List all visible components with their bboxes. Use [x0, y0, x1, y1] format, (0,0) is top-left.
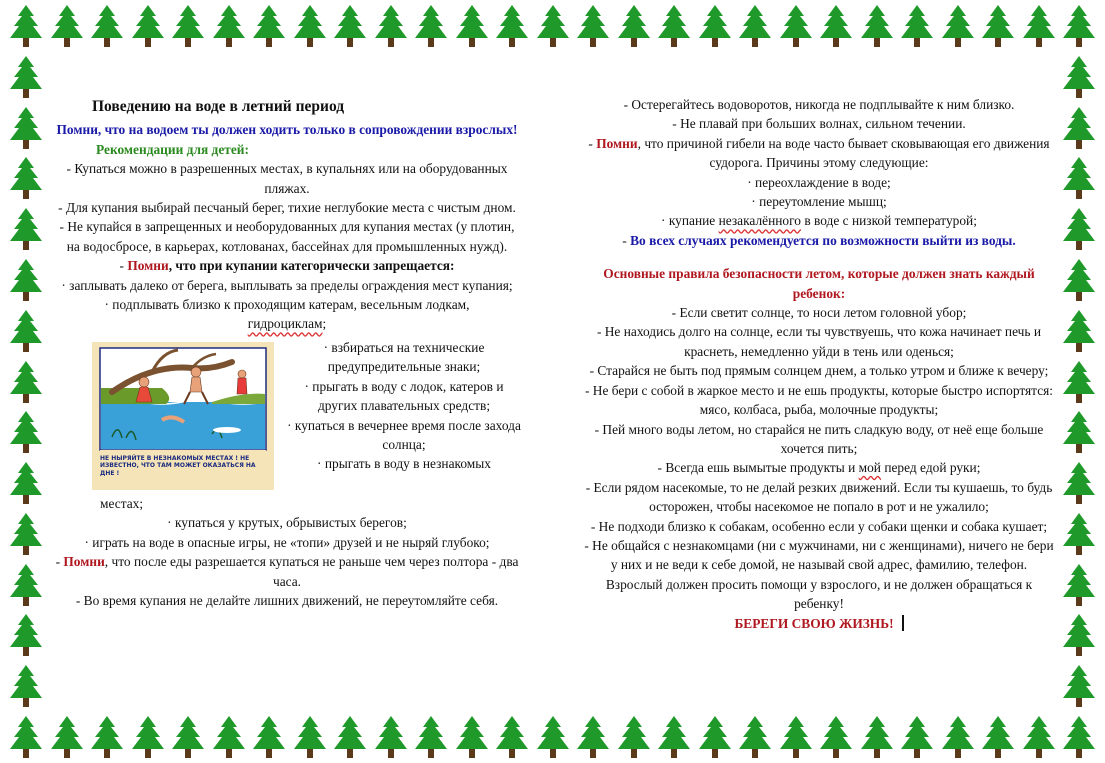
- summer-rule-4: - Не бери с собой в жаркое место и не ешь продукты, которые быстро испортятся: мясо, колбаса, рыба, молочные продукты;: [584, 382, 1054, 418]
- forbidden-item-5: · купаться в вечернее время после захода солнца;: [287, 417, 521, 452]
- forbidden-item-4: · прыгать в воду с лодок, катеров и других плавательных средств;: [304, 378, 504, 414]
- after-meal-dash: -: [55, 554, 64, 570]
- tree-border-icon: [452, 4, 492, 48]
- tree-border-icon: [249, 715, 289, 759]
- forbidden-item-2-end: ;: [322, 316, 327, 332]
- text-cursor: [902, 615, 904, 631]
- summer-rule-6: [584, 458, 1054, 477]
- forbidden-heading-dash: -: [119, 258, 128, 274]
- accompany-warning: Помни, что на водоем ты должен ходить только в сопровождении взрослых!: [56, 122, 518, 138]
- tree-border-icon: [816, 4, 856, 48]
- tree-border-icon: [857, 4, 897, 48]
- summer-rule-3: - Старайся не быть под прямым солнцем днем, а только утром и ближе к вечеру;: [589, 363, 1049, 379]
- tree-border-icon: [1059, 461, 1099, 505]
- tree-border-icon: [6, 258, 46, 302]
- tree-border-icon: [978, 4, 1018, 48]
- cause-1: · переохлаждение в воде;: [747, 174, 891, 190]
- forbidden-item-2-jetski: гидроциклам: [247, 316, 323, 332]
- after-meal-rule: [52, 552, 522, 591]
- summer-rule-1: - Если светит солнце, то носи летом головной убор;: [671, 305, 967, 321]
- children-jumping-illustration: [92, 342, 274, 490]
- after-meal-text: , что после еды разрешается купаться не раньше чем через полтора - два часа.: [104, 554, 519, 589]
- tree-border-icon: [654, 715, 694, 759]
- summer-rule-6-c: перед едой руки;: [880, 460, 981, 476]
- tree-border-icon: [978, 715, 1018, 759]
- forbidden-heading-remember: Помни: [127, 258, 169, 274]
- tree-border-icon: [6, 309, 46, 353]
- tree-border-icon: [1059, 512, 1099, 556]
- tree-border-icon: [492, 715, 532, 759]
- tree-border-icon: [6, 461, 46, 505]
- tree-border-icon: [1059, 715, 1099, 759]
- left-column: [52, 95, 522, 610]
- cause-3-untempered: незакалённого: [718, 213, 801, 229]
- recommendations-heading: Рекомендации для детей:: [96, 141, 249, 157]
- tree-border-icon: [6, 156, 46, 200]
- tree-border-icon: [371, 4, 411, 48]
- tree-border-icon: [330, 4, 370, 48]
- illustration-caption: НЕ НЫРЯЙТЕ В НЕЗНАКОМЫХ МЕСТАХ ! НЕ ИЗВЕСТНО, ЧТО ТАМ МОЖЕТ ОКАЗАТЬСЯ НА ДНЕ !: [100, 454, 256, 477]
- tree-border-icon: [1059, 563, 1099, 607]
- illustration-block: [52, 338, 522, 494]
- waves-rule: - Не плавай при больших волнах, сильном течении.: [672, 116, 966, 132]
- tree-border-icon: [735, 715, 775, 759]
- tree-border-icon: [6, 715, 46, 759]
- tree-border-icon: [1019, 715, 1059, 759]
- tree-border-icon: [290, 4, 330, 48]
- tree-border-icon: [614, 4, 654, 48]
- summer-rule-7: - Если рядом насекомые, то не делай резких движений. Если ты кушаешь, то будь осторожен, чтобы насекомое не попало в рот и не ужалило;: [585, 479, 1053, 515]
- tree-border-icon: [87, 715, 127, 759]
- tree-border-icon: [6, 360, 46, 404]
- tree-border-icon: [371, 715, 411, 759]
- forbidden-item-8: · играть на воде в опасные игры, не «топи» друзей и не ныряй глубоко;: [84, 534, 490, 550]
- tree-border-icon: [695, 715, 735, 759]
- cause-2: · переутомление мышц;: [751, 194, 887, 210]
- tree-border-icon: [6, 207, 46, 251]
- cause-3-c: в воде с низкой температурой;: [801, 213, 977, 229]
- tree-border-icon: [654, 4, 694, 48]
- summer-rule-8: - Не подходи близко к собакам, особенно если у собаки щенки и собака кушает;: [590, 518, 1048, 534]
- closing-slogan: БЕРЕГИ СВОЮ ЖИЗНЬ!: [734, 615, 894, 631]
- tree-border-icon: [6, 106, 46, 150]
- tree-border-icon: [1059, 410, 1099, 454]
- tree-border-icon: [776, 715, 816, 759]
- forbidden-item-6-continued: местах;: [100, 495, 144, 511]
- summer-rules-heading: Основные правила безопасности летом, которые должен знать каждый ребенок:: [603, 266, 1035, 301]
- tree-border-icon: [1019, 4, 1059, 48]
- tree-border-icon: [938, 715, 978, 759]
- tree-border-icon: [6, 613, 46, 657]
- tree-border-icon: [492, 4, 532, 48]
- tree-border-icon: [6, 410, 46, 454]
- cause-3-a: · купание: [661, 213, 719, 229]
- tree-border-icon: [573, 715, 613, 759]
- tree-border-icon: [6, 563, 46, 607]
- tree-border-icon: [87, 4, 127, 48]
- tree-border-icon: [533, 4, 573, 48]
- tree-border-icon: [533, 715, 573, 759]
- exit-water-dash: -: [622, 232, 631, 248]
- forbidden-items-beside-image: [286, 338, 522, 474]
- tree-border-icon: [573, 4, 613, 48]
- forbidden-item-6: · прыгать в воду в незнакомых: [317, 456, 491, 472]
- tree-border-icon: [209, 715, 249, 759]
- tree-border-icon: [1059, 106, 1099, 150]
- tree-border-icon: [1059, 258, 1099, 302]
- right-column: [584, 95, 1054, 633]
- tree-border-icon: [290, 715, 330, 759]
- tree-border-icon: [249, 4, 289, 48]
- tree-border-icon: [897, 4, 937, 48]
- page-title: Поведению на воде в летний период: [92, 98, 345, 115]
- tree-border-icon: [168, 715, 208, 759]
- tree-border-icon: [6, 512, 46, 556]
- exit-water-text: Во всех случаях рекомендуется по возможности выйти из воды.: [630, 232, 1016, 248]
- tree-border-icon: [168, 4, 208, 48]
- tree-border-icon: [695, 4, 735, 48]
- tree-border-icon: [857, 715, 897, 759]
- tree-border-icon: [411, 715, 451, 759]
- tree-border-icon: [47, 715, 87, 759]
- tree-border-icon: [128, 4, 168, 48]
- tree-border-icon: [1059, 55, 1099, 99]
- cramp-remember: Помни: [596, 135, 638, 151]
- tree-border-icon: [1059, 664, 1099, 708]
- after-meal-remember: Помни: [63, 554, 105, 570]
- tree-border-icon: [128, 715, 168, 759]
- tree-border-icon: [938, 4, 978, 48]
- cause-3: [584, 211, 1054, 230]
- tree-border-icon: [1059, 156, 1099, 200]
- tree-border-icon: [209, 4, 249, 48]
- tree-border-icon: [1059, 207, 1099, 251]
- cramp-rule: [584, 134, 1054, 173]
- closing-line: [584, 614, 1054, 633]
- tree-border-icon: [6, 4, 46, 48]
- tree-border-icon: [1059, 613, 1099, 657]
- tree-border-icon: [330, 715, 370, 759]
- tree-border-icon: [1059, 309, 1099, 353]
- summer-rule-6-wash: мой: [858, 460, 881, 476]
- tree-border-icon: [6, 664, 46, 708]
- tree-border-icon: [411, 4, 451, 48]
- tree-border-icon: [452, 715, 492, 759]
- tree-border-icon: [1059, 360, 1099, 404]
- forbidden-item-2: [52, 295, 522, 334]
- tree-border-icon: [1059, 4, 1099, 48]
- no-overexertion-rule: - Во время купания не делайте лишних движений, не переутомляйте себя.: [75, 592, 499, 608]
- whirlpool-rule: - Остерегайтесь водоворотов, никогда не подплывайте к ним близко.: [623, 97, 1015, 112]
- tree-border-icon: [776, 4, 816, 48]
- tree-border-icon: [47, 4, 87, 48]
- forbidden-item-3: · взбираться на технические предупредительные знаки;: [323, 339, 485, 375]
- summer-rule-9: - Не общайся с незнакомцами (ни с мужчинами, ни с женщинами), ничего не бери у них и не веди к себе домой, не называй свой адрес, фамилию, телефон. Взрослый должен просить помощи у взрослого, и не должен обращаться к ребенку!: [584, 537, 1054, 612]
- summer-rule-6-a: - Всегда ешь вымытые продукты и: [657, 460, 859, 476]
- forbidden-heading-rest: , что при купании категорически запрещается:: [168, 258, 455, 274]
- forbidden-item-7: · купаться у крутых, обрывистых берегов;: [167, 515, 407, 531]
- cramp-text: , что причиной гибели на воде часто бывает сковывающая его движения судорога. Причины этому следующие:: [637, 135, 1050, 171]
- tree-border-icon: [735, 4, 775, 48]
- tree-border-icon: [897, 715, 937, 759]
- recommendation-3: - Не купайся в запрещенных и необорудованных для купания местах (у плотин, на водосбросе, в карьерах, котлованах, бассейнах для промышленных нужд).: [59, 219, 515, 254]
- forbidden-item-2-text: · подплывать близко к проходящим катерам, весельным лодкам,: [104, 297, 470, 313]
- forbidden-heading: [52, 256, 522, 275]
- forbidden-item-1: · заплывать далеко от берега, выплывать за пределы ограждения мест купания;: [61, 277, 513, 293]
- summer-rule-2: - Не находись долго на солнце, если ты чувствуешь, что кожа начинает печь и краснеть, немедленно уйди в тень или оденься;: [596, 324, 1042, 359]
- exit-water-advice: [584, 231, 1054, 250]
- tree-border-icon: [614, 715, 654, 759]
- recommendation-1: - Купаться можно в разрешенных местах, в купальнях или на оборудованных пляжах.: [66, 161, 508, 196]
- cramp-dash: -: [588, 135, 597, 151]
- tree-border-icon: [6, 55, 46, 99]
- summer-rule-5: - Пей много воды летом, но старайся не пить сладкую воду, от неё еще больше хочется пить;: [594, 421, 1044, 456]
- recommendation-2: - Для купания выбирай песчаный берег, тихие неглубокие места с чистым дном.: [58, 200, 516, 216]
- tree-border-icon: [816, 715, 856, 759]
